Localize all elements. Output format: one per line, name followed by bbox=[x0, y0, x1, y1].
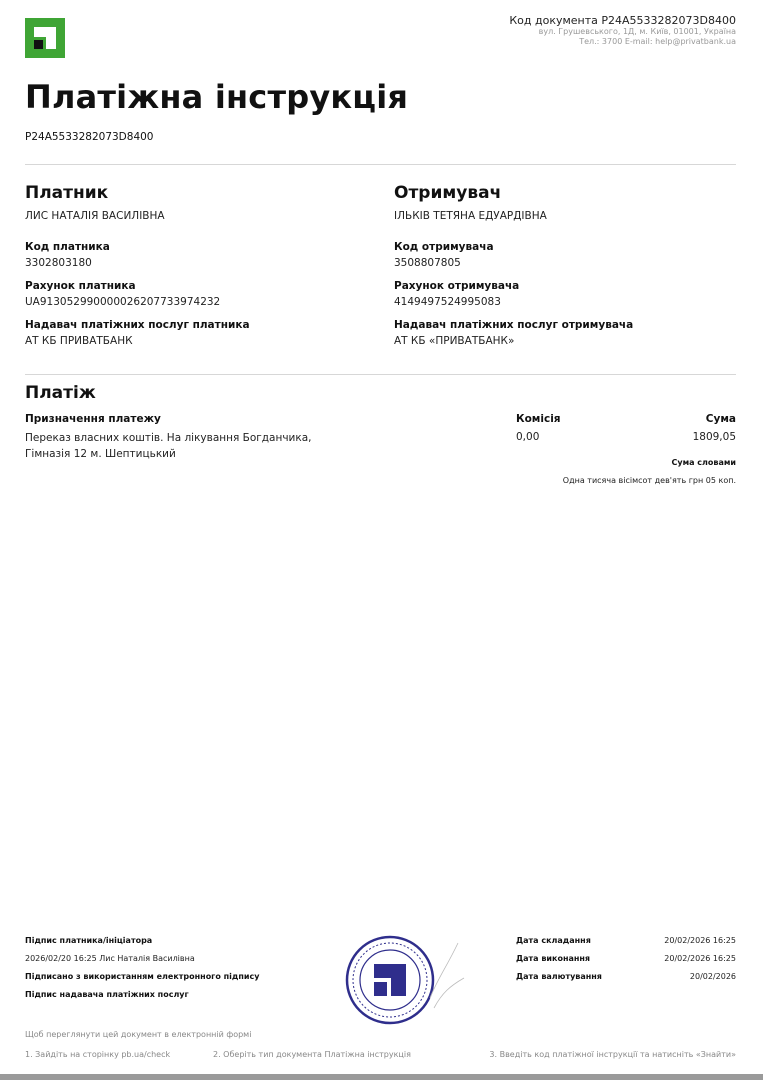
purpose-line: Гімназія 12 м. Шептицький bbox=[25, 448, 176, 460]
sum-words: Одна тисяча вісімсот дев'ять грн 05 коп. bbox=[562, 476, 736, 485]
bank-stamp bbox=[345, 935, 435, 1025]
purpose-line: Переказ власних коштів. На лікування Богданчика, bbox=[25, 432, 312, 444]
payment-heading: Платіж bbox=[25, 383, 96, 403]
signature-mark bbox=[428, 938, 468, 1018]
sum-label: Сума bbox=[705, 413, 736, 425]
sum-value: 1809,05 bbox=[692, 431, 736, 443]
header-info bbox=[509, 14, 736, 47]
recipient-account-label: Рахунок отримувача bbox=[394, 280, 520, 292]
purpose-text bbox=[25, 430, 312, 462]
recipient-account: 4149497524995083 bbox=[394, 296, 501, 308]
signer-label: Підпис платника/ініціатора bbox=[25, 936, 153, 945]
header-doc-code: Код документа P24A5533282073D8400 bbox=[509, 14, 736, 27]
recipient-provider: АТ КБ «ПРИВАТБАНК» bbox=[394, 335, 515, 347]
recipient-section bbox=[394, 183, 734, 347]
payer-account-label: Рахунок платника bbox=[25, 280, 136, 292]
date-exec-label: Дата виконання bbox=[516, 954, 591, 963]
instruction-step-1: 1. Зайдіть на сторінку pb.ua/check bbox=[25, 1050, 171, 1059]
recipient-code: 3508807805 bbox=[394, 257, 461, 269]
payer-section bbox=[25, 183, 365, 347]
date-created-label: Дата складання bbox=[516, 936, 591, 945]
e-sign-note: Підписано з використанням електронного підпису bbox=[25, 972, 260, 981]
privatbank-logo bbox=[25, 18, 65, 58]
commission-label: Комісія bbox=[516, 413, 561, 425]
date-value: 20/02/2026 bbox=[689, 972, 736, 981]
header-contacts: Тел.: 3700 E-mail: help@privatbank.ua bbox=[579, 37, 736, 46]
payer-account: UA913052990000026207733974232 bbox=[25, 296, 221, 308]
payer-provider-label: Надавач платіжних послуг платника bbox=[25, 319, 250, 331]
payer-code-label: Код платника bbox=[25, 241, 110, 253]
instructions-title: Щоб переглянути цей документ в електронній формі bbox=[25, 1030, 252, 1039]
instruction-step-3: 3. Введіть код платіжної інструкції та натисніть «Знайти» bbox=[489, 1050, 736, 1059]
date-exec: 20/02/2026 16:25 bbox=[664, 954, 736, 963]
payer-name: ЛИС НАТАЛІЯ ВАСИЛІВНА bbox=[25, 210, 165, 222]
divider bbox=[25, 164, 736, 165]
commission-value: 0,00 bbox=[516, 431, 540, 443]
recipient-code-label: Код отримувача bbox=[394, 241, 494, 253]
sum-words-label: Сума словами bbox=[671, 458, 736, 467]
payer-code: 3302803180 bbox=[25, 257, 92, 269]
document-id: P24A5533282073D8400 bbox=[25, 131, 154, 143]
payer-provider: АТ КБ ПРИВАТБАНК bbox=[25, 335, 133, 347]
divider bbox=[25, 374, 736, 375]
recipient-name: ІЛЬКІВ ТЕТЯНА ЕДУАРДІВНА bbox=[394, 210, 547, 222]
date-value-label: Дата валютування bbox=[516, 972, 602, 981]
payer-heading: Платник bbox=[25, 183, 109, 203]
signer-value: 2026/02/20 16:25 Лис Наталія Василівна bbox=[25, 954, 195, 963]
page-title: Платіжна інструкція bbox=[25, 78, 409, 116]
provider-sign-label: Підпис надавача платіжних послуг bbox=[25, 990, 189, 999]
bottom-bar bbox=[0, 1074, 763, 1080]
recipient-heading: Отримувач bbox=[394, 183, 502, 203]
header-address: вул. Грушевського, 1Д, м. Київ, 01001, Україна bbox=[538, 27, 736, 36]
instruction-step-2: 2. Оберіть тип документа Платіжна інструкція bbox=[213, 1050, 411, 1059]
purpose-label: Призначення платежу bbox=[25, 413, 161, 425]
date-created: 20/02/2026 16:25 bbox=[664, 936, 736, 945]
recipient-provider-label: Надавач платіжних послуг отримувача bbox=[394, 319, 634, 331]
